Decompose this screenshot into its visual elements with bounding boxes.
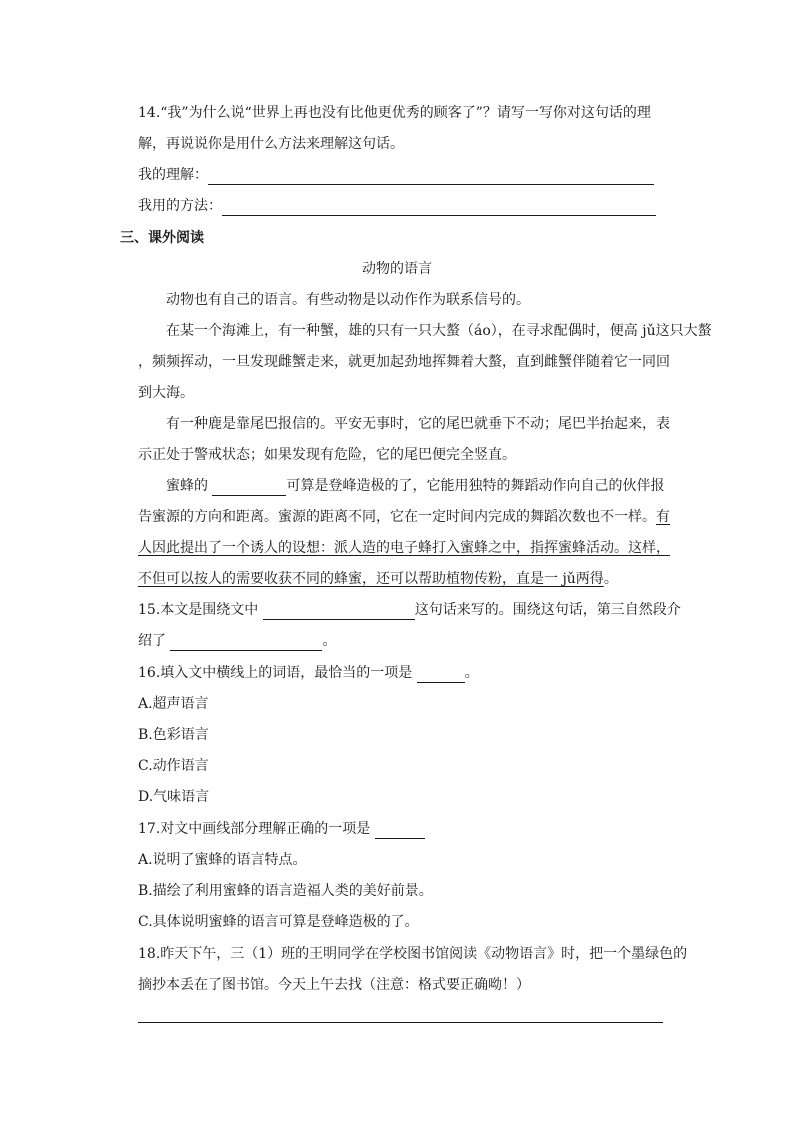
q16-option-c[interactable]: C.动作语言: [138, 758, 209, 774]
q16-stem-text: 16.填入文中横线上的词语，最恰当的一项是: [138, 665, 413, 681]
q18-answer-line[interactable]: [138, 1022, 663, 1023]
paragraph-3-line-2: 示正处于警戒状态；如果发现有危险，它的尾巴便完全竖直。: [138, 447, 516, 463]
q15-line-1: [138, 600, 681, 620]
q15-line-2: [138, 631, 678, 651]
p4-text-b: 可算是登峰造极的了，它能用独特的舞蹈动作向自己的伙伴报: [286, 478, 665, 494]
pinyin-underlined: jǔ两得: [558, 571, 604, 587]
q14-method-row: [138, 196, 678, 216]
p4-text-c: 告蜜源的方向和距离。蜜源的距离不同，它在一定时间内完成的舞蹈次数也不一样。: [138, 509, 656, 525]
underlined-text-start: 有: [656, 509, 670, 525]
fill-in-blank[interactable]: [212, 479, 286, 496]
underlined-text-end: 不但可以按人的需要收获不同的蜂蜜，还可以帮助植物传粉，直是一: [138, 571, 558, 587]
paragraph-4-line-4: [138, 569, 678, 589]
q16-stem-end: 。: [464, 665, 479, 681]
q17-stem-text: 17.对文中画线部分理解正确的一项是: [138, 821, 371, 837]
paragraph-4-line-1: [166, 476, 706, 496]
q14-line-2: 解，再说说你是用什么方法来理解这句话。: [138, 136, 404, 152]
method-answer-blank[interactable]: [222, 199, 656, 216]
p4-text-a: 蜜蜂的: [166, 478, 208, 494]
q15-text-c: 绍了: [138, 633, 166, 649]
q17-stem: [138, 819, 678, 839]
q16-option-a[interactable]: A.超声语言: [138, 696, 209, 712]
paragraph-2-line-2: ，频频挥动，一旦发现雌蟹走来，就更加起劲地挥舞着大螯，直到雌蟹伴随着它一同回: [138, 354, 670, 370]
section-heading: 三、课外阅读: [120, 230, 204, 246]
q17-option-b[interactable]: B.描绘了利用蜜蜂的语言造福人类的美好前景。: [138, 883, 433, 899]
q18-line-2: 摘抄本丢在了图书馆。今天上午去找（注意：格式要正确呦！）: [138, 977, 530, 993]
q15-text-d: 。: [322, 633, 337, 649]
q15-text-b: 这句话来写的。围绕这句话，第三自然段介: [414, 602, 681, 618]
paragraph-4-underlined-line: 人因此提出了一个诱人的设想：派人造的电子蜂打入蜜蜂之中，指挥蜜蜂活动。这样，: [138, 540, 670, 556]
q18-line-1: 18.昨天下午，三（1）班的王明同学在学校图书馆阅读《动物语言》时，把一个墨绿色的: [138, 946, 688, 962]
p4-period: 。: [603, 571, 618, 587]
paragraph-3-line-1: 有一种鹿是靠尾巴报信的。平安无事时，它的尾巴就垂下不动；尾巴半抬起来，表: [166, 416, 670, 432]
q15-blank-2[interactable]: [170, 634, 322, 651]
paragraph-2-line-1: 在某一个海滩上，有一种蟹，雄的只有一只大螯（áo），在寻求配偶时，便高 jǔ这只大螯: [166, 323, 712, 339]
q15-text-a: 15.本文是围绕文中: [138, 602, 259, 618]
paragraph-4-line-2: [138, 507, 678, 527]
q16-answer-blank[interactable]: [417, 666, 465, 683]
q17-option-a[interactable]: A.说明了蜜蜂的语言特点。: [138, 852, 307, 868]
q16-option-d[interactable]: D.气味语言: [138, 789, 210, 805]
q16-stem: [138, 663, 678, 683]
q17-option-c[interactable]: C.具体说明蜜蜂的语言可算是登峰造极的了。: [138, 914, 419, 930]
q15-blank-1[interactable]: [263, 603, 415, 620]
article-title: 动物的语言: [362, 261, 432, 277]
q16-option-b[interactable]: B.色彩语言: [138, 727, 209, 743]
understanding-label: 我的理解：: [138, 167, 208, 183]
q17-answer-blank[interactable]: [375, 822, 425, 839]
understanding-answer-blank[interactable]: [208, 168, 654, 185]
q14-understanding-row: [138, 165, 678, 185]
paragraph-1: 动物也有自己的语言。有些动物是以动作作为联系信号的。: [166, 292, 530, 308]
method-label: 我用的方法：: [138, 198, 222, 214]
q14-line-1: 14.“我”为什么说“世界上再也没有比他更优秀的顾客了”？请写一写你对这句话的理: [138, 105, 651, 121]
paragraph-2-line-3: 到大海。: [138, 385, 194, 401]
